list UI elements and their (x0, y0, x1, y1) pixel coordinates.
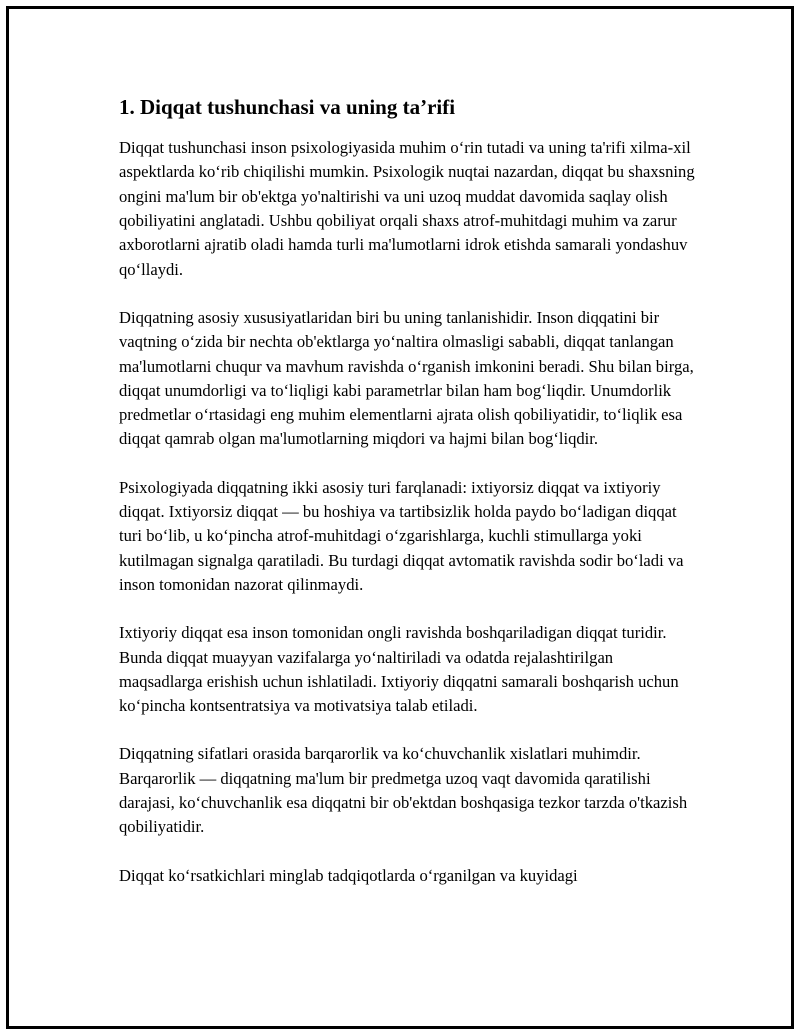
paragraph-voluntary-attention: Ixtiyoriy diqqat esa inson tomonidan ongli ravishda boshqariladigan diqqat turidir. Bunda diqqat muayyan vazifalarga yo‘naltiriladi va odatda rejalashtirilgan maqsadlarga erishish uchun ishlatiladi. Ixtiyoriy diqqatni samarali boshqarish uchun ko‘pincha kontsentratsiya va motivatsiya talab etiladi. (119, 623, 679, 716)
paragraph-attention-qualities: Diqqatning sifatlari orasida barqarorlik va ko‘chuvchanlik xislatlari muhimdir. Barqarorlik — diqqatning ma'lum bir predmetga uzoq vaqt davomida qaratilishi darajasi, ko‘chuvchanlik esa diqqatni bir ob'ektdan boshqasiga tezkor tarzda o'tkazish qobiliyatidir. (119, 744, 688, 837)
document-body (119, 95, 699, 912)
paragraph-selectivity: Diqqatning asosiy xususiyatlaridan biri bu uning tanlanishidir. Inson diqqatini bir vaqtning o‘zida bir nechta ob'ektlarga yo‘naltira olmasligi sababli, diqqat tanlangan ma'lumotlarni chuqur va mavhum ravishda o‘rganish imkonini beradi. Shu bilan birga, diqqat unumdorligi va to‘liqligi kabi parametrlar bilan ham bog‘liqdir. Unumdorlik predmetlar o‘rtasidagi eng muhim elementlarni ajrata olish qobiliyatidir, to‘liqlik esa diqqat qamrab olgan ma'lumotlarning miqdori va hajmi bilan bog‘liqdir. (119, 307, 694, 449)
paragraph-attention-indicators: Diqqat ko‘rsatkichlari minglab tadqiqotlarda o‘rganilgan va kuyidagi (119, 865, 578, 885)
paragraph-definition: Diqqat tushunchasi inson psixologiyasida muhim o‘rin tutadi va uning ta'rifi xilma-xil aspektlarda ko‘rib chiqilishi mumkin. Psixologik nuqtai nazardan, diqqat bu shaxsning ongini ma'lum bir ob'ektga yo'naltirishi va uni uzoq muddat davomida saqlay olish qobiliyatini anglatadi. Ushbu qobiliyat orqali shaxs atrof-muhitdagi muhim va zarur axborotlarni ajratib oladi hamda turli ma'lumotlarni idrok etishda samarali yondashuv qo‘llaydi. (119, 138, 695, 279)
page-frame (6, 6, 794, 1029)
section-heading: 1. Diqqat tushunchasi va uning ta’rifi (119, 95, 456, 119)
paragraph-attention-types: Psixologiyada diqqatning ikki asosiy turi farqlanadi: ixtiyorsiz diqqat va ixtiyoriy diqqat. Ixtiyorsiz diqqat — bu hoshiya va tartibsizlik holda paydo bo‘ladigan diqqat turi bo‘lib, u ko‘pincha atrof-muhitdagi o‘zgarishlarga, kuchli stimullarga yoki kutilmagan signalga qaratiladi. Bu turdagi diqqat avtomatik ravishda sodir bo‘ladi va inson tomonidan nazorat qilinmaydi. (119, 477, 684, 594)
